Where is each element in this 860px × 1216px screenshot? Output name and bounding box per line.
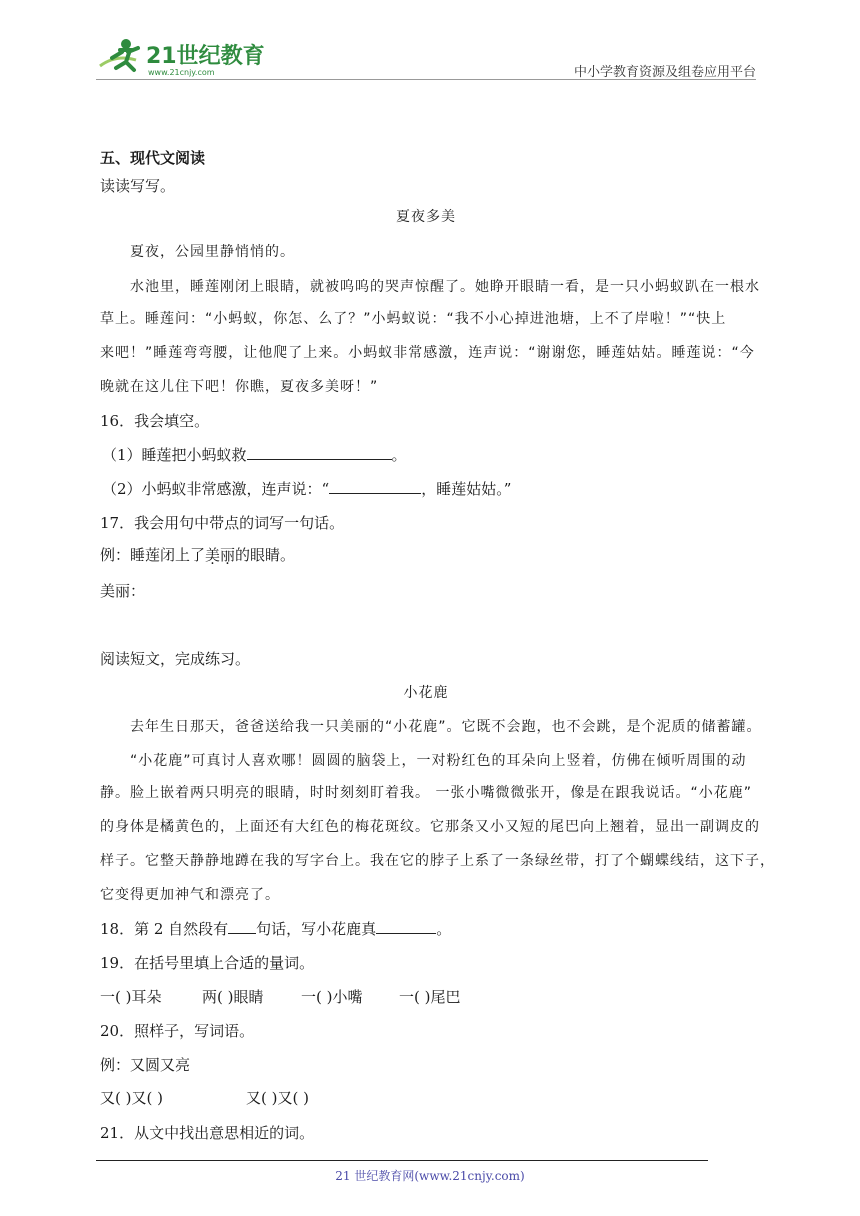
passage2-intro: 阅读短文，完成练习。 xyxy=(100,650,251,668)
section-instruction: 读读写写。 xyxy=(100,177,176,195)
logo-url: www.21cnjy.com xyxy=(148,68,215,77)
q18-text-pre: 18．第 2 自然段有 xyxy=(100,920,229,938)
passage1-line: 夏夜，公园里静悄悄的。 xyxy=(130,244,295,260)
question-18 xyxy=(100,918,451,939)
question-17: 17．我会用句中带点的词写一句话。 xyxy=(100,514,345,532)
footer-divider xyxy=(96,1160,708,1161)
answer-blank[interactable] xyxy=(329,479,421,494)
footer-text[interactable]: 21 世纪教育网(www.21cnjy.com) xyxy=(335,1169,525,1183)
passage2-line: 样子。它整天静静地蹲在我的写字台上。我在它的脖子上系了一条绿丝带，打了个蝴蝶线结，这下子， xyxy=(100,853,775,869)
passage2-line: 它变得更加神气和漂亮了。 xyxy=(100,887,280,903)
q20-example: 例：又圆又亮 xyxy=(100,1056,191,1074)
answer-blank[interactable] xyxy=(247,445,392,460)
q16-p2-text: （2）小蚂蚁非常感激，连声说：“ xyxy=(102,480,330,498)
logo-text: 21世纪教育 xyxy=(146,44,265,69)
q19-item[interactable]: 一( )耳朵 xyxy=(100,988,162,1006)
q19-item[interactable]: 一( )尾巴 xyxy=(399,988,461,1006)
q19-item[interactable]: 两( )眼睛 xyxy=(202,988,264,1006)
passage1-title: 夏夜多美 xyxy=(396,209,456,225)
q16-p1-end: 。 xyxy=(391,446,407,464)
header-divider xyxy=(96,79,756,80)
q18-text-post: 。 xyxy=(436,920,452,938)
passage1-line: 草上。睡莲问：“小蚂蚁，你怎、么了？”小蚂蚁说：“我不小心掉进池塘，上不了岸啦！”“快上 xyxy=(100,311,727,327)
q17-example-pre: 例：睡莲闭上了 xyxy=(100,546,206,564)
question-16-part1 xyxy=(102,444,407,465)
answer-blank[interactable] xyxy=(228,919,256,934)
answer-blank[interactable] xyxy=(376,919,436,934)
question-16: 16．我会填空。 xyxy=(100,412,210,430)
q17-example xyxy=(100,544,295,565)
passage2-line: “小花鹿”可真讨人喜欢哪！圆圆的脑袋上，一对粉红色的耳朵向上竖着，仿佛在倾听周围的动 xyxy=(130,753,747,769)
passage2-line: 去年生日那天，爸爸送给我一只美丽的“小花鹿”。它既不会跑，也不会跳，是个泥质的储蓄罐。 xyxy=(130,719,762,735)
question-20: 20．照样子，写词语。 xyxy=(100,1022,255,1040)
q18-text-mid: 句话，写小花鹿真 xyxy=(256,920,377,938)
q20-item[interactable]: 又( )又( ) xyxy=(246,1089,309,1107)
question-19: 19．在括号里填上合适的量词。 xyxy=(100,954,315,972)
passage1-line: 来吧！”睡莲弯弯腰，让他爬了上来。小蚂蚁非常感激，连声说：“谢谢您，睡莲姑姑。睡莲说：“今 xyxy=(100,345,755,361)
passage2-line: 的身体是橘黄色的，上面还有大红色的梅花斑纹。它那条又小又短的尾巴向上翘着，显出一副调皮的 xyxy=(100,819,760,835)
q19-item[interactable]: 一( )小嘴 xyxy=(301,988,363,1006)
platform-name: 中小学教育资源及组卷应用平台 xyxy=(573,65,756,80)
section-title: 五、现代文阅读 xyxy=(100,149,206,167)
dotted-char: 丽 xyxy=(220,546,236,564)
q16-p2-end: ，睡莲姑姑。” xyxy=(421,480,512,498)
passage2-line: 静。脸上嵌着两只明亮的眼睛，时时刻刻盯着我。 一张小嘴微微张开，像是在跟我说话。“小花鹿” xyxy=(100,785,752,801)
passage1-line: 水池里，睡莲刚闭上眼睛，就被呜呜的哭声惊醒了。她睁开眼睛一看，是一只小蚂蚁趴在一根水 xyxy=(130,279,760,295)
q20-item[interactable]: 又( )又( ) xyxy=(100,1089,163,1107)
site-logo xyxy=(96,36,266,80)
passage2-title: 小花鹿 xyxy=(403,685,449,701)
q17-answer-label: 美丽： xyxy=(100,582,146,600)
passage1-line: 晚就在这儿住下吧！你瞧，夏夜多美呀！” xyxy=(100,379,379,395)
q16-p1-text: （1）睡莲把小蚂蚁救 xyxy=(102,446,247,464)
dotted-char: 美 xyxy=(205,546,221,564)
question-16-part2 xyxy=(102,478,511,499)
q17-example-post: 的眼睛。 xyxy=(235,546,296,564)
question-21: 21．从文中找出意思相近的词。 xyxy=(100,1124,315,1142)
